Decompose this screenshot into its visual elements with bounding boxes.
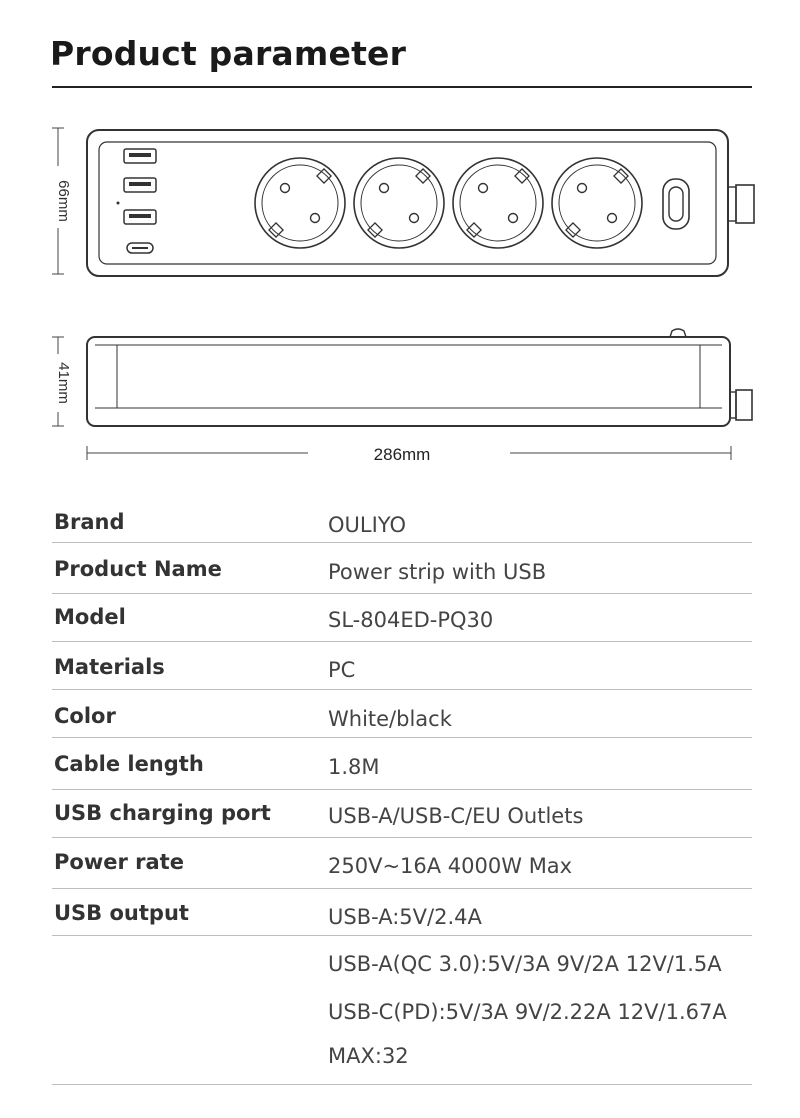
spec-row-power-rate — [52, 838, 752, 889]
usb-a-port-icon — [124, 149, 156, 163]
spec-row-brand — [52, 496, 752, 543]
page-title: Product parameter — [50, 34, 407, 73]
cable-plug-icon — [728, 185, 754, 223]
usb-a-port-icon — [124, 178, 156, 192]
spec-key: Cable length — [54, 752, 204, 776]
spec-key: Brand — [54, 510, 125, 534]
spec-value: Power strip with USB — [328, 560, 547, 584]
spec-value: USB-A:5V/2.4A — [328, 905, 482, 929]
spec-value: USB-A(QC 3.0):5V/3A 9V/2A 12V/1.5A — [328, 952, 722, 976]
spec-key: Color — [54, 704, 116, 728]
usb-c-port-icon — [127, 243, 153, 253]
spec-value: 1.8M — [328, 755, 380, 779]
eu-socket-icon — [354, 158, 444, 248]
spec-value: USB-C(PD):5V/3A 9V/2.22A 12V/1.67A — [328, 1000, 727, 1024]
spec-key: Materials — [54, 655, 165, 679]
spec-value: USB-A/USB-C/EU Outlets — [328, 804, 584, 828]
eu-socket-icon — [552, 158, 642, 248]
spec-value: OULIYO — [328, 513, 407, 537]
spec-table — [52, 496, 752, 1085]
spec-row-usb-output-details — [52, 936, 752, 1085]
eu-socket-icon — [255, 158, 345, 248]
power-strip-side-view — [87, 329, 752, 426]
spec-value: SL-804ED-PQ30 — [328, 608, 494, 632]
spec-key: USB output — [54, 901, 189, 925]
spec-key: USB charging port — [54, 801, 271, 825]
spec-value: PC — [328, 658, 356, 682]
spec-row-model — [52, 594, 752, 642]
spec-row-cable-length — [52, 738, 752, 790]
power-strip-top-view — [87, 130, 754, 276]
length-label: 286mm — [373, 445, 431, 464]
power-switch-icon — [663, 179, 689, 229]
height-label: 66mm — [55, 180, 72, 222]
usb-a-port-icon — [124, 210, 156, 224]
spec-row-usb-output — [52, 889, 752, 936]
spec-row-materials — [52, 642, 752, 690]
spec-row-color — [52, 690, 752, 738]
product-diagram — [0, 110, 800, 480]
spec-key: Product Name — [54, 557, 222, 581]
spec-row-usb-charging-port — [52, 790, 752, 838]
title-divider — [52, 86, 752, 88]
eu-socket-icon — [453, 158, 543, 248]
spec-value: 250V~16A 4000W Max — [328, 854, 573, 878]
spec-key: Model — [54, 605, 126, 629]
depth-label: 41mm — [55, 362, 72, 404]
spec-value: White/black — [328, 707, 452, 731]
spec-value: MAX:32 — [328, 1044, 409, 1068]
spec-key: Power rate — [54, 850, 184, 874]
spec-row-product-name — [52, 543, 752, 594]
